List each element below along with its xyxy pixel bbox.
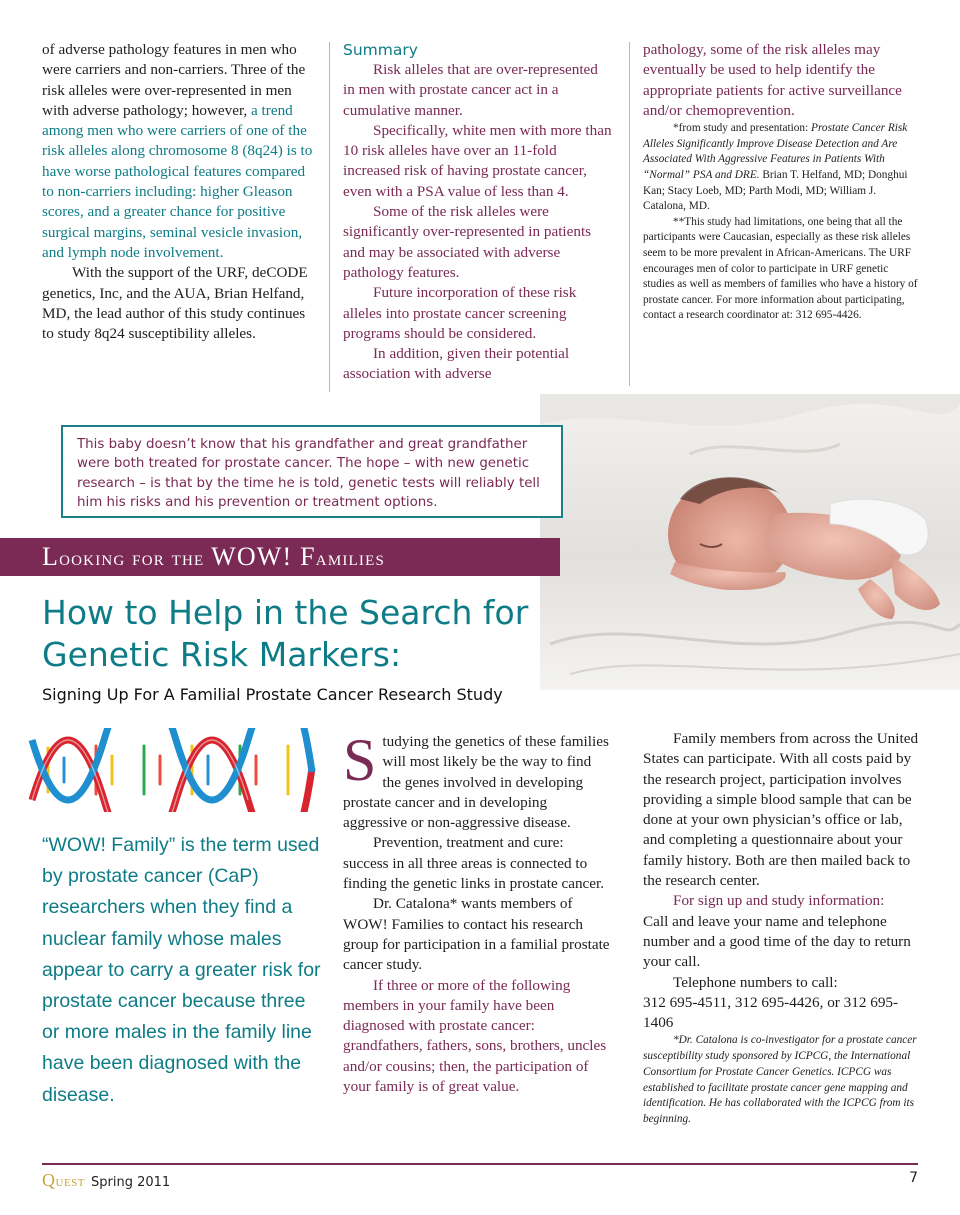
quest-logo: Quest [42, 1170, 85, 1190]
wow-family-pull-quote: “WOW! Family” is the term used by prostate cancer (CaP) researchers when they find a nuclear family whose males appear to carry a greater risk for prostate cancer because three or more males in the family line have been diagnosed with the disease. [42, 834, 321, 1106]
top-col1-paragraph-1: of adverse pathology features in men who were carriers and non-carriers. Three of the risk alleles were over-represented in men with adverse pathology; however, a trend among men who were carriers of one of the risk alleles along chromosome 8 (8q24) is to have worse pathological features compared to non-carriers including: higher Gleason scores, and a greater chance for positive surgical margins, seminal vesicle invasion, and lymph node involvement. [42, 41, 313, 261]
summary-column [343, 40, 613, 385]
bottom-col2-paragraph-2: Prevention, treatment and cure: success in all three areas is connected to finding the genetic links in prostate cancer. [343, 834, 605, 893]
phones-label: Telephone numbers to call: [673, 973, 838, 991]
bottom-col3-paragraph-1: Family members from across the United States can participate. With all costs paid by the research project, participation involves providing a simple blood sample that can be done at your own physician’s office or lab, and completing a questionnaire about your family history. Both are then mailed back to the research center. [643, 730, 919, 890]
summary-heading: Summary [343, 41, 418, 59]
page-number: 7 [909, 1170, 918, 1186]
bottom-column-2 [343, 727, 611, 1097]
footer-rule [42, 1163, 918, 1165]
issue-date: Spring 2011 [91, 1175, 171, 1190]
signup-label: For sign up and study information: [673, 892, 885, 910]
section-banner-title: Looking for the WOW! Families [42, 542, 386, 571]
highlight-8q24-finding: a trend among men who were carriers of one of the risk alleles along chromosome 8 (8q24) is to have worse pathological features compared to non-carriers including: higher Gleason scores, and a greater chance for positive surgical margins, seminal vesicle invasion, and lymph node involvement. [42, 101, 313, 261]
summary-paragraph-2: Specifically, white men with more than 10 risk alleles have over an 11-fold increased risk of having prostate cancer, even with a PSA value of less than 4. [343, 121, 612, 200]
sleeping-baby-photo [540, 394, 960, 690]
column-divider [629, 42, 630, 386]
footer-masthead [42, 1170, 170, 1193]
bottom-col2-paragraph-1: Studying the genetics of these families will most likely be the way to find the genes involved in developing prostate cancer and in developing aggressive or non-aggressive disease. [343, 727, 609, 832]
study-citation-footnote: *from study and presentation: Prostate Cancer Risk Alleles Significantly Improve Disease Detection and Are Associated With Aggressive Features in Patients With “Normal” PSA and DRE. Brian T. Helfand, MD; Donghui Kan; Stacy Loeb, MD; Parth Modi, MD; William J. Catalona, MD. [643, 122, 908, 213]
bottom-column-3 [643, 729, 919, 1128]
summary-paragraph-3: Some of the risk alleles were significantly over-represented in patients and may be associated with adverse pathology features. [343, 203, 592, 281]
eligibility-paragraph: If three or more of the following members in your family have been diagnosed with prostate cancer: grandfathers, fathers, sons, brothers, uncles and/or cousins; then, the participation of your family is of great value. [343, 976, 607, 1096]
limitations-footnote: **This study had limitations, one being that all the participants were Caucasian, especially as these risk alleles seem to be more prevalent in African-Americans. The URF encourages men of color to participate in URF genetic studies as well as members of families who have a history of prostate cancer. For more information about participating, contact a research coordinator at: 312 695-4426. [643, 215, 918, 322]
catalona-footnote: *Dr. Catalona is co-investigator for a prostate cancer susceptibility study sponsored by ICPCG, the International Consortium for Prostate Cancer Genetics. ICPCG was established to facilitate prostate cancer gene mapping and identification. He has collaborated with the ICPCG from its beginning. [643, 1034, 917, 1125]
top-column-3 [643, 40, 918, 324]
dna-helix-illustration [28, 728, 316, 812]
summary-paragraph-5: In addition, given their potential association with adverse [343, 345, 570, 383]
top-col1-paragraph-2: With the support of the URF, deCODE genetics, Inc, and the AUA, Brian Helfand, MD, the lead author of this study continues to study 8q24 susceptibility alleles. [42, 264, 308, 343]
phone-numbers: 312 695-4511, 312 695-4426, or 312 695-1406 [643, 993, 899, 1032]
top-column-1 [42, 40, 314, 344]
signup-text: Call and leave your name and telephone number and a good time of the day to return your call. [643, 912, 911, 971]
drop-cap: S [343, 727, 377, 793]
article-headline: How to Help in the Search for Genetic Risk Markers: [42, 593, 529, 674]
photo-caption: This baby doesn’t know that his grandfather and great grandfather were both treated for prostate cancer. The hope – with new genetic research – is that by the time he is told, genetic tests will reliably tell him his risks and his prevention or treatment options. [61, 425, 563, 518]
bottom-col2-paragraph-3: Dr. Catalona* wants members of WOW! Families to contact his research group for participation in a familial prostate cancer study. [343, 895, 610, 974]
top-col3-paragraph-1: pathology, some of the risk alleles may eventually be used to help identify the appropriate patients for active surveillance and/or chemoprevention. [643, 41, 902, 119]
summary-paragraph-4: Future incorporation of these risk alleles into prostate cancer screening programs should be considered. [343, 284, 577, 342]
article-subheadline: Signing Up For A Familial Prostate Cancer Research Study [42, 685, 503, 704]
summary-paragraph-1: Risk alleles that are over-represented in men with prostate cancer act in a cumulative manner. [343, 61, 598, 119]
column-divider [329, 42, 330, 392]
